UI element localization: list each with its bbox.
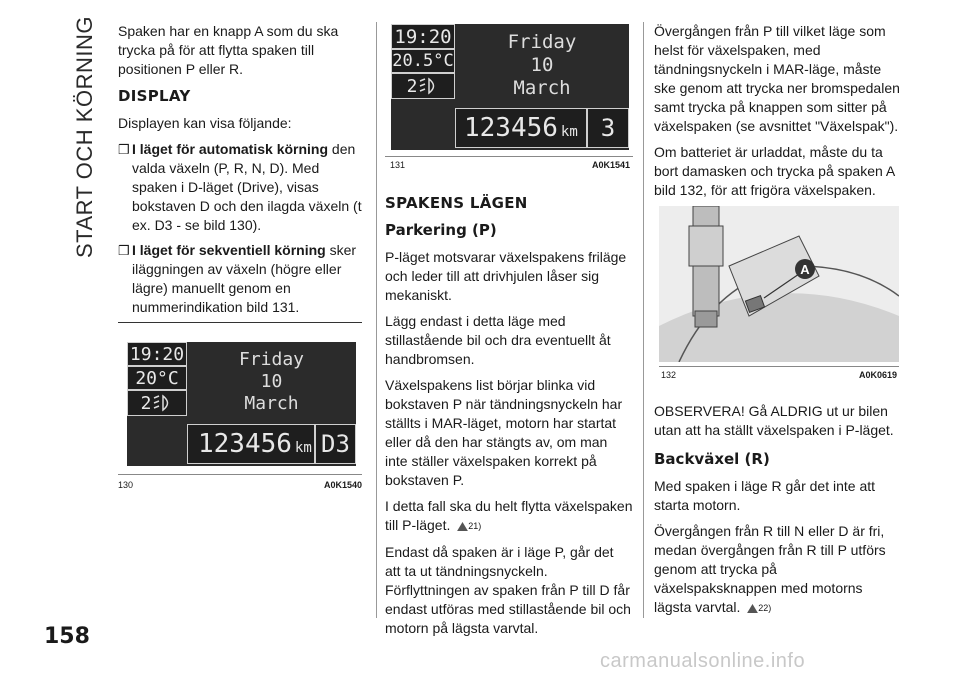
list-item	[118, 140, 362, 235]
section-heading: SPAKENS LÄGEN	[385, 194, 528, 212]
note-paragraph: OBSERVERA! Gå ALDRIG ut ur bilen utan att ha ställt växelspaken i P-läget.	[654, 403, 894, 438]
date-area	[455, 24, 629, 106]
indicator-number: 2	[140, 392, 152, 414]
checkbox-bullet-icon: ❒	[118, 243, 130, 258]
headlight-icon	[417, 77, 439, 95]
figure-number: 131	[390, 160, 406, 170]
footnote-ref: 22)	[758, 602, 772, 613]
column-3	[654, 22, 902, 207]
caption-rule	[118, 474, 362, 475]
bullet-text: den valda växeln (P, R, N, D). Med spaken i D-läget (Drive), visas bokstaven D och den ilagda växeln (t ex. D3 - se bild 130).	[132, 141, 362, 233]
figure-number: 130	[118, 480, 134, 490]
paragraph: P-läget motsvarar växelspakens friläge och leder till att drivhjulen låser sig mekaniskt.	[385, 249, 627, 303]
paragraph-text: I detta fall ska du helt flytta växelspaken till P-läget.	[385, 498, 633, 533]
lamp-indicator	[127, 390, 187, 416]
list-item	[118, 241, 362, 317]
paragraph: Växelspakens list börjar blinka vid bokstaven P när tändningsnyckeln har ställts i MAR-läget, motorn har startat eller då den har stängts av, om man inte ställer växelspaken korrekt på bokstaven P.	[385, 377, 623, 488]
figure-code: A0K0619	[858, 370, 897, 380]
clock-readout: 19:20	[391, 24, 455, 49]
column-divider	[376, 22, 377, 618]
odometer	[455, 108, 587, 148]
intro-paragraph: Spaken har en knapp A som du ska trycka på för att flytta spaken till positionen P eller R.	[118, 23, 339, 77]
column-3-lower	[654, 402, 902, 625]
paragraph	[654, 522, 902, 618]
month-label: March	[513, 76, 571, 99]
display-figure-131	[391, 24, 629, 150]
lamp-indicator	[391, 73, 455, 99]
day-label: Friday	[238, 349, 305, 370]
day-label: Friday	[507, 30, 577, 53]
paragraph: Övergången från P till vilket läge som helst för växelspaken, med tändningsnyckeln i MAR-läge, måste ske genom att trycka ner bromspedalen samt trycka på knappen som sitter på växelspaken (se avsnittet "Växelspak").	[654, 23, 900, 134]
temperature-readout: 20.5°C	[392, 51, 454, 71]
temperature-readout: 20°C	[127, 366, 187, 390]
display-heading: DISPLAY	[118, 87, 191, 105]
figure-number: 132	[661, 370, 677, 380]
sidebar	[0, 0, 100, 678]
figure-caption	[661, 370, 897, 380]
subheading-backvaxel: Backväxel (R)	[654, 450, 770, 468]
footnote-ref: 21)	[468, 520, 482, 531]
bullet-text: sker iläggningen av växeln (högre eller lägre) manuellt genom en nummerindikation bild 131.	[132, 242, 357, 315]
paragraph	[385, 497, 633, 536]
headlight-icon	[151, 394, 173, 412]
date-area	[187, 342, 356, 422]
odometer	[187, 424, 315, 464]
paragraph: Med spaken i läge R går det inte att starta motorn.	[654, 478, 876, 513]
clock-readout: 19:20	[127, 342, 187, 366]
gear-readout: D3	[315, 424, 356, 464]
paragraph: Lägg endast i detta läge med stillastående bil och dra eventuellt åt handbromsen.	[385, 313, 611, 367]
odometer-value: 123456	[464, 113, 558, 143]
marker-label: A	[800, 262, 810, 277]
caption-rule	[385, 156, 633, 157]
odometer-unit: km	[294, 440, 312, 456]
display-intro: Displayen kan visa följande:	[118, 115, 292, 131]
odometer-unit: km	[560, 124, 578, 140]
section-title: START OCH KÖRNING	[72, 16, 97, 258]
gear-lever-photo	[659, 206, 899, 362]
month-label: March	[244, 393, 299, 414]
paragraph-text: Övergången från R till N eller D är fri, medan övergången från R till P utförs genom att trycka på växelspaksknappen med motorns lägsta varvtal.	[654, 523, 886, 615]
watermark: carmanualsonline.info	[600, 650, 806, 672]
paragraph: Om batteriet är urladdat, måste du ta bort damasken och trycka på spaken A bild 132, för att frigöra växelspaken.	[654, 144, 895, 198]
odometer-value: 123456	[198, 429, 292, 459]
caption-rule	[659, 366, 899, 367]
column-1	[118, 22, 362, 323]
figure-caption	[118, 480, 362, 490]
paragraph: Endast då spaken är i läge P, går det att ta ut tändningsnyckeln. Förflyttningen av spaken från P till D får endast utföras med stillastående bil och motorn på lägsta varvtal.	[385, 543, 631, 636]
bullet-title: I läget för automatisk körning	[132, 141, 329, 157]
page-number: 158	[44, 624, 90, 649]
column-divider	[643, 22, 644, 618]
display-figure-130	[127, 342, 356, 466]
checkbox-bullet-icon: ❒	[118, 142, 130, 157]
date-label: 10	[530, 53, 554, 76]
column-2	[385, 186, 633, 645]
gear-readout: 3	[587, 108, 629, 148]
figure-rule	[118, 322, 362, 323]
bullet-title: I läget för sekventiell körning	[132, 242, 326, 258]
figure-code: A0K1541	[591, 160, 630, 170]
gear-lever-illustration	[659, 206, 899, 362]
warning-icon	[747, 604, 758, 613]
figure-caption	[390, 160, 630, 170]
figure-code: A0K1540	[323, 480, 362, 490]
warning-icon	[457, 522, 468, 531]
indicator-number: 2	[406, 75, 418, 97]
date-label: 10	[260, 371, 283, 392]
subheading-parkering: Parkering (P)	[385, 221, 497, 239]
